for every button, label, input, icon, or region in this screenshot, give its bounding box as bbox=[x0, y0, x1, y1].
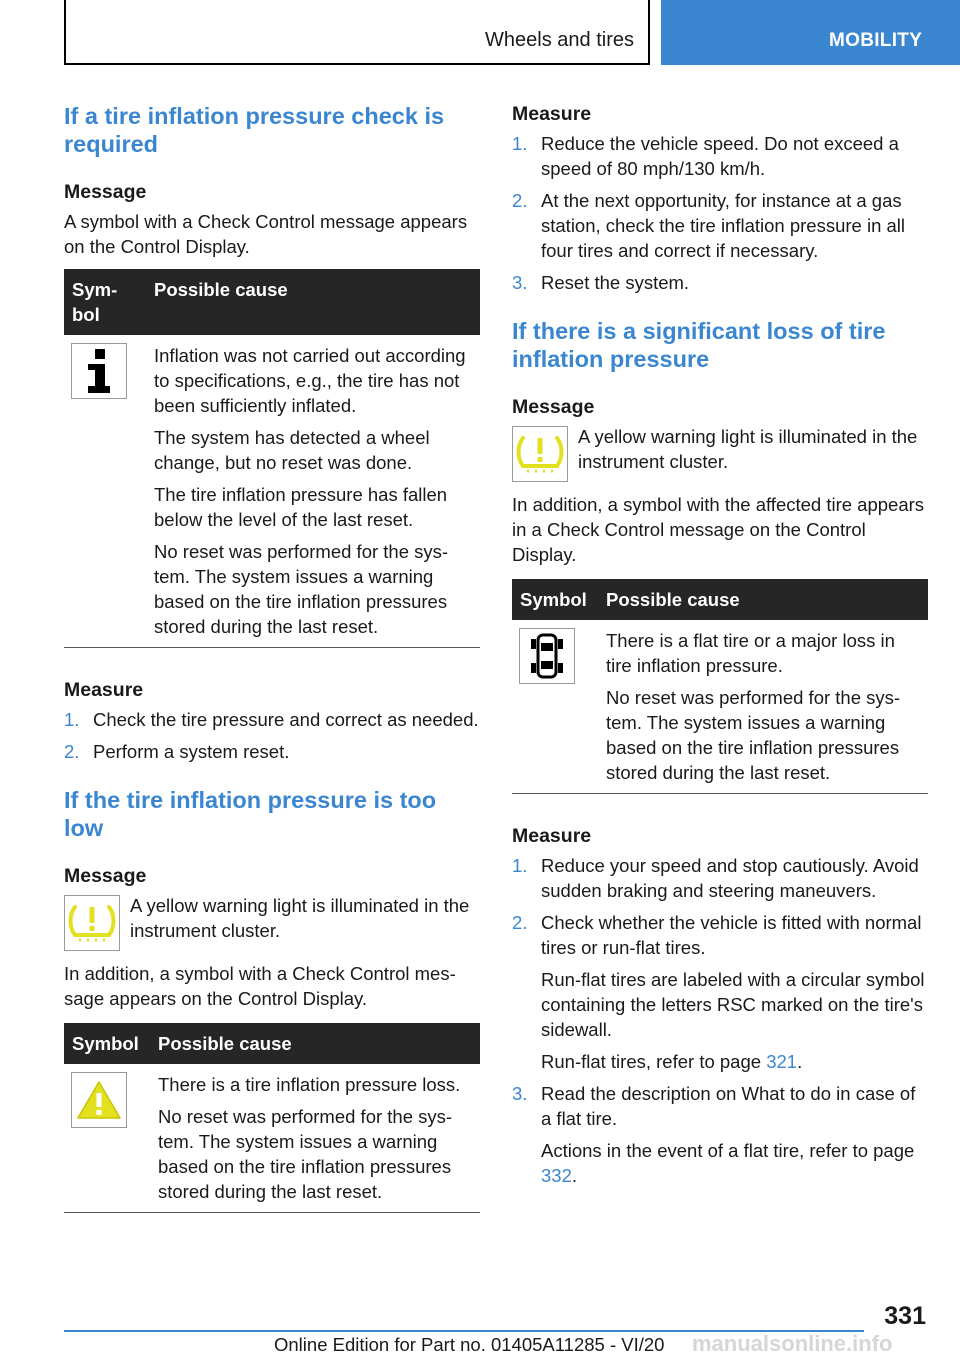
header-chapter-title: MOBILITY bbox=[829, 30, 923, 51]
table-header-symbol: Symbol bbox=[64, 269, 146, 335]
table-header-cause: Possible cause bbox=[150, 1023, 480, 1064]
list-item: 1. Reduce your speed and stop cautiously. Avoid sudden braking and steering maneuvers. bbox=[512, 855, 919, 901]
list-item: 1. Check the tire pressure and correct as needed. bbox=[64, 709, 479, 730]
message-text: In addition, a symbol with a Check Control message appears on the Control Display. bbox=[64, 963, 456, 1009]
info-icon bbox=[71, 343, 127, 399]
table-header-cause: Possible cause bbox=[146, 269, 480, 335]
page-number: 331 bbox=[884, 1302, 926, 1330]
page-link-332[interactable]: 332 bbox=[541, 1165, 572, 1186]
header-section-box bbox=[64, 0, 650, 65]
table-row bbox=[64, 1064, 480, 1213]
section-title-check-required: If a tire inflation pressure check is required bbox=[64, 103, 445, 157]
cause-text: No reset was performed for the system. The system issues a warning based on the tire inflation pressures stored during the last reset. bbox=[158, 1106, 453, 1202]
table-header-row bbox=[512, 579, 928, 620]
measure-steps bbox=[64, 707, 480, 764]
table-row bbox=[512, 620, 928, 794]
vehicle-tires-icon bbox=[519, 628, 575, 684]
symbol-table-check bbox=[64, 269, 480, 648]
message-heading: Message bbox=[64, 181, 147, 203]
right-column bbox=[512, 102, 928, 1210]
message-text: In addition, a symbol with the affected tire appears in a Check Control message on the Control Display. bbox=[512, 494, 925, 565]
cause-text: Inflation was not carried out according to specifications, e.g., the tire has not been sufficiently inflated. bbox=[154, 345, 466, 416]
symbol-table-low bbox=[64, 1023, 480, 1213]
tire-pressure-warning-icon bbox=[512, 426, 568, 482]
cause-cell bbox=[598, 620, 928, 794]
list-item: 3. Read the description on What to do in case of a flat tire. Actions in the event of a flat tire, refer to page 332. bbox=[512, 1083, 916, 1186]
cause-text: There is a tire inflation pressure loss. bbox=[158, 1074, 461, 1095]
measure-steps bbox=[512, 131, 928, 295]
page-link-321[interactable]: 321 bbox=[766, 1051, 798, 1072]
section-title-significant-loss: If there is a significant loss of tire inflation pressure bbox=[512, 318, 886, 372]
table-header-row bbox=[64, 1023, 480, 1064]
header-section-title: Wheels and tires bbox=[485, 29, 634, 51]
table-header-symbol: Symbol bbox=[512, 579, 598, 620]
warning-triangle-icon bbox=[71, 1072, 127, 1128]
footer-edition: Online Edition for Part no. 01405A11285 - VI/20 bbox=[274, 1334, 665, 1355]
message-text: A symbol with a Check Control message appears on the Control Display. bbox=[64, 211, 468, 257]
warning-light-text: A yellow warning light is illuminated in the instrument cluster. bbox=[130, 895, 470, 941]
cause-text: There is a flat tire or a major loss in tire inflation pressure. bbox=[606, 630, 895, 676]
warning-light-row bbox=[512, 424, 928, 482]
symbol-cell bbox=[64, 1064, 150, 1213]
table-header-row bbox=[64, 269, 480, 335]
measure-heading: Measure bbox=[512, 825, 592, 847]
symbol-cell bbox=[512, 620, 598, 794]
message-heading: Message bbox=[512, 396, 595, 418]
cause-text: The system has detected a wheel change, but no reset was done. bbox=[154, 427, 430, 473]
table-header-cause: Possible cause bbox=[598, 579, 928, 620]
header-chapter-box bbox=[661, 0, 960, 65]
list-item: 2. Check whether the vehicle is fitted with normal tires or run-flat tires. Run-flat tires are labeled with a circular symbol containing the letters RSC marked on the tire's sidewall. Run-flat tires, refer to page 321. bbox=[512, 912, 925, 1072]
cause-cell bbox=[146, 335, 480, 648]
cause-text: The tire inflation pressure has fallen below the level of the last reset. bbox=[154, 484, 448, 530]
warning-light-row bbox=[64, 893, 480, 951]
measure-heading: Measure bbox=[64, 679, 144, 701]
left-column bbox=[64, 102, 480, 1243]
section-title-pressure-low: If the tire inflation pressure is too low bbox=[64, 787, 437, 841]
table-header-symbol: Symbol bbox=[64, 1023, 150, 1064]
list-item: 1. Reduce the vehicle speed. Do not exceed a speed of 80 mph/130 km/h. bbox=[512, 133, 899, 179]
message-heading: Message bbox=[64, 865, 147, 887]
table-row bbox=[64, 335, 480, 648]
symbol-table-significant-loss bbox=[512, 579, 928, 794]
measure-steps bbox=[512, 853, 928, 1188]
symbol-cell bbox=[64, 335, 146, 648]
measure-heading: Measure bbox=[512, 103, 592, 125]
list-item: 3. Reset the system. bbox=[512, 272, 690, 293]
cause-cell bbox=[150, 1064, 480, 1213]
warning-light-text: A yellow warning light is illuminated in the instrument cluster. bbox=[578, 426, 918, 472]
list-item: 2. At the next opportunity, for instance at a gas station, check the tire inflation pressure in all four tires and correct if necessary. bbox=[512, 190, 906, 261]
footer-watermark: manualsonline.info bbox=[692, 1331, 893, 1356]
list-item: 2. Perform a system reset. bbox=[64, 741, 290, 762]
cause-text: No reset was performed for the system. The system issues a warning based on the tire inflation pressures stored during the last reset. bbox=[154, 541, 449, 637]
cause-text: No reset was performed for the system. The system issues a warning based on the tire inflation pressures stored during the last reset. bbox=[606, 687, 901, 783]
tire-pressure-warning-icon bbox=[64, 895, 120, 951]
